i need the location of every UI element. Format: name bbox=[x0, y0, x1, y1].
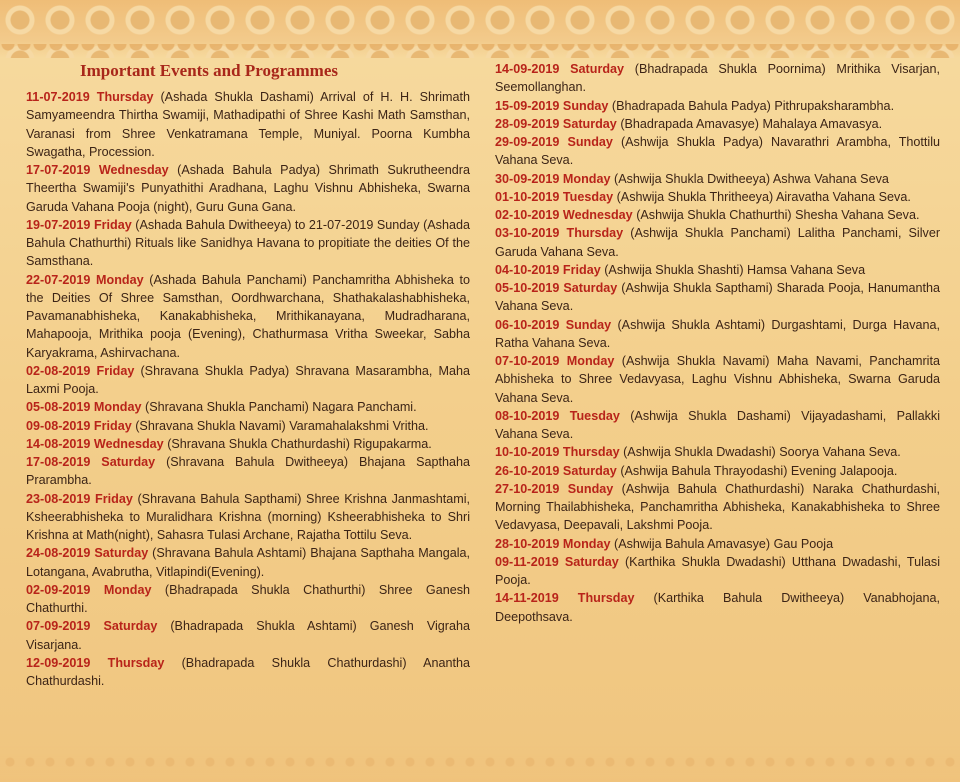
event-day: Wednesday bbox=[562, 208, 633, 222]
event-description: (Shravana Shukla Chathurdashi) Rigupakarma. bbox=[167, 436, 432, 451]
event-day: Saturday bbox=[563, 281, 618, 295]
event-description: (Ashwija Shukla Sapthami) Sharada Pooja, Hanumantha Vahana Seva. bbox=[495, 281, 940, 314]
event-day: Monday bbox=[103, 582, 152, 597]
event-description: (Ashada Bahula Dwitheeya) to 21-07-2019 Sunday (Ashada Bahula Chathurthi) Rituals like Sanidhya Havana to propitiate the deities Of the Samsthana. bbox=[26, 217, 470, 269]
event-entry bbox=[495, 535, 940, 553]
event-day: Thursday bbox=[566, 226, 624, 241]
event-day: Wednesday bbox=[93, 436, 164, 451]
event-date: 17-08-2019 bbox=[26, 455, 91, 469]
event-description: (Ashwija Shukla Ashtami) Durgashtami, Durga Havana, Ratha Vahana Seva. bbox=[495, 317, 941, 350]
event-day: Friday bbox=[93, 217, 132, 232]
event-description: (Ashwija Bahula Thrayodashi) Evening Jalapooja. bbox=[620, 463, 898, 478]
event-date: 09-08-2019 bbox=[26, 418, 91, 433]
event-description: (Bhadrapada Shukla Chathurthi) Shree Ganesh Chathurthi. bbox=[26, 582, 471, 615]
event-entry bbox=[495, 206, 940, 224]
event-date: 05-08-2019 bbox=[26, 400, 91, 415]
event-entry bbox=[495, 462, 940, 480]
event-description: (Karthika Bahula Dwitheeya) Vanabhojana, Deepothsava. bbox=[495, 591, 941, 624]
event-entry bbox=[495, 407, 940, 444]
event-entry bbox=[26, 88, 470, 161]
event-day: Thursday bbox=[562, 445, 620, 460]
event-description: (Ashada Shukla Dashami) Arrival of H. H. Shrimath Samyameendra Thirtha Swamiji, Mathadipathi of Shree Kashi Math Samsthan, Varanasi from Shree Venkatramana Temple, Muniyal. Poorna Kumbha Swagatha, Procession. bbox=[26, 90, 471, 159]
event-day: Saturday bbox=[564, 554, 619, 569]
event-date: 07-09-2019 bbox=[26, 619, 91, 634]
event-entry bbox=[26, 216, 470, 271]
event-entry bbox=[26, 417, 470, 435]
event-day: Monday bbox=[566, 354, 615, 368]
event-date: 07-10-2019 bbox=[495, 354, 560, 368]
event-day: Saturday bbox=[103, 619, 158, 634]
event-date: 04-10-2019 bbox=[495, 262, 560, 277]
event-day: Thursday bbox=[577, 591, 635, 606]
event-description: (Karthika Shukla Dwadashi) Utthana Dwadashi, Tulasi Pooja. bbox=[495, 554, 941, 587]
event-entry bbox=[495, 480, 940, 535]
event-day: Saturday bbox=[562, 116, 617, 131]
event-date: 17-07-2019 bbox=[26, 163, 91, 177]
event-description: (Ashwija Shukla Thritheeya) Airavatha Vahana Seva. bbox=[616, 189, 911, 204]
event-date: 28-09-2019 bbox=[495, 116, 560, 131]
event-description: (Ashwija Shukla Chathurthi) Shesha Vahana Seva. bbox=[636, 208, 920, 222]
event-date: 09-11-2019 bbox=[495, 554, 559, 569]
decorative-top-border bbox=[0, 0, 960, 58]
event-date: 08-10-2019 bbox=[495, 408, 560, 423]
event-day: Friday bbox=[95, 491, 133, 506]
event-day: Monday bbox=[562, 536, 611, 551]
event-entry bbox=[26, 654, 470, 691]
event-day: Saturday bbox=[562, 463, 617, 478]
event-entry bbox=[26, 362, 470, 399]
event-date: 30-09-2019 bbox=[495, 171, 560, 186]
event-description: (Ashada Bahula Padya) Shrimath Sukrutheendra Theertha Swamiji's Punyathithi Aradhana, Laghu Vishnu Abhisheka, Swarna Garuda Vahana Pooja (night), Guru Guna Gana. bbox=[26, 163, 471, 214]
event-date: 14-09-2019 bbox=[495, 62, 560, 76]
event-date: 03-10-2019 bbox=[495, 226, 560, 241]
event-date: 15-09-2019 bbox=[495, 98, 560, 113]
event-entry bbox=[26, 271, 470, 362]
event-entry bbox=[26, 490, 470, 545]
event-entry bbox=[495, 188, 940, 206]
event-entry bbox=[26, 398, 470, 416]
event-description: (Ashwija Bahula Chathurdashi) Naraka Chathurdashi, Morning Thailabhisheka, Panchamritha Abhisheka, Kanakabhisheka to Shree Vedavyasa, Deepavali, Lakshmi Pooja. bbox=[495, 481, 940, 533]
event-description: (Shravana Shukla Panchami) Nagara Panchami. bbox=[145, 400, 417, 415]
event-day: Friday bbox=[93, 418, 132, 433]
event-entry bbox=[495, 352, 940, 407]
page-title: Important Events and Programmes bbox=[80, 61, 338, 80]
event-date: 11-07-2019 bbox=[26, 90, 90, 104]
decorative-bottom-border bbox=[0, 742, 960, 782]
event-entry bbox=[26, 453, 470, 490]
event-day: Friday bbox=[562, 262, 601, 277]
event-day: Sunday bbox=[562, 98, 609, 113]
event-entry bbox=[495, 133, 940, 170]
event-day: Thursday bbox=[96, 90, 154, 104]
event-day: Sunday bbox=[567, 135, 613, 149]
event-day: Monday bbox=[96, 272, 144, 287]
event-date: 27-10-2019 bbox=[495, 481, 560, 496]
event-date: 10-10-2019 bbox=[495, 445, 560, 460]
event-description: (Shravana Shukla Navami) Varamahalakshmi Vritha. bbox=[135, 418, 429, 433]
event-description: (Ashwija Shukla Dwadashi) Soorya Vahana Seva. bbox=[623, 445, 901, 460]
event-date: 14-08-2019 bbox=[26, 436, 91, 451]
event-date: 05-10-2019 bbox=[495, 281, 560, 295]
event-day: Monday bbox=[562, 171, 611, 186]
event-description: (Shravana Bahula Sapthami) Shree Krishna Janmashtami, Ksheerabhisheka to Muralidhara Krishna (morning) Ksheerabhisheka to Shri Krishna at Math(night), Sahasra Tulasi Archane, Rajatha Tottilu Seva. bbox=[26, 491, 470, 542]
event-entry bbox=[495, 261, 940, 279]
event-entry bbox=[26, 617, 470, 654]
right-column bbox=[495, 60, 940, 626]
event-description: (Bhadrapada Shukla Chathurdashi) Anantha Chathurdashi. bbox=[26, 655, 471, 688]
event-entry bbox=[495, 443, 940, 461]
event-day: Sunday bbox=[565, 317, 612, 332]
event-entry bbox=[495, 115, 940, 133]
event-description: (Bhadrapada Amavasye) Mahalaya Amavasya. bbox=[620, 116, 883, 131]
event-description: (Ashwija Shukla Padya) Navarathri Arambha, Thottilu Vahana Seva. bbox=[495, 135, 941, 168]
event-entry bbox=[26, 581, 470, 618]
event-description: (Shravana Shukla Padya) Shravana Masarambha, Maha Laxmi Pooja. bbox=[26, 363, 471, 396]
event-description: (Ashada Bahula Panchami) Panchamritha Abhisheka to the Deities Of Shree Samsthan, Oordhwarchana, Shathakalashabhisheka, Pavamanabhisheka, Kanakabhisheka, Mrithikanayana, Mudradharana, Mahapooja, Mrithika pooja (Evening), Chathurmasa Vritha Sweekar, Sabha Karyakrama, Ashirvachana. bbox=[26, 272, 470, 360]
event-date: 06-10-2019 bbox=[495, 317, 560, 332]
event-day: Monday bbox=[93, 400, 142, 415]
event-description: (Ashwija Shukla Panchami) Lalitha Panchami, Silver Garuda Vahana Seva. bbox=[495, 226, 941, 259]
event-entry bbox=[495, 170, 940, 188]
right-event-list bbox=[495, 60, 940, 626]
event-description: (Ashwija Shukla Dashami) Vijayadashami, Pallakki Vahana Seva. bbox=[495, 408, 940, 441]
event-description: (Ashwija Shukla Navami) Maha Navami, Panchamrita Abhisheka to Shree Vedavyasa, Laghu Vishnu Abhisheka, Swarna Garuda Vahana Seva. bbox=[495, 354, 940, 405]
event-entry bbox=[495, 279, 940, 316]
event-date: 02-10-2019 bbox=[495, 208, 560, 222]
event-day: Saturday bbox=[101, 455, 156, 469]
event-entry bbox=[495, 60, 940, 97]
event-day: Wednesday bbox=[98, 163, 169, 177]
event-description: (Ashwija Shukla Dwitheeya) Ashwa Vahana Seva bbox=[614, 171, 889, 186]
event-day: Saturday bbox=[570, 62, 625, 76]
event-date: 23-08-2019 bbox=[26, 491, 91, 506]
event-description: (Shravana Bahula Ashtami) Bhajana Sapthaha Mangala, Lotangana, Avabrutha, Vitlapindi(Evening). bbox=[26, 546, 471, 579]
event-entry bbox=[495, 316, 940, 353]
event-description: (Bhadrapada Shukla Poornima) Mrithika Visarjan, Seemollanghan. bbox=[495, 62, 940, 95]
left-event-list bbox=[26, 88, 470, 690]
event-date: 29-09-2019 bbox=[495, 135, 560, 149]
event-entry bbox=[26, 544, 470, 581]
event-date: 02-08-2019 bbox=[26, 363, 91, 378]
event-date: 26-10-2019 bbox=[495, 463, 560, 478]
event-date: 22-07-2019 bbox=[26, 272, 91, 287]
event-description: (Ashwija Shukla Shashti) Hamsa Vahana Seva bbox=[604, 262, 866, 277]
event-entry bbox=[495, 97, 940, 115]
event-description: (Ashwija Bahula Amavasye) Gau Pooja bbox=[614, 536, 834, 551]
event-description: (Bhadrapada Shukla Ashtami) Ganesh Vigraha Visarjana. bbox=[26, 619, 471, 652]
event-entry bbox=[26, 435, 470, 453]
left-column bbox=[26, 60, 470, 690]
event-day: Tuesday bbox=[562, 189, 614, 204]
event-day: Saturday bbox=[94, 546, 149, 561]
event-day: Tuesday bbox=[569, 408, 620, 423]
event-date: 24-08-2019 bbox=[26, 546, 91, 561]
event-entry bbox=[495, 553, 940, 590]
event-date: 14-11-2019 bbox=[495, 591, 559, 606]
event-entry bbox=[495, 589, 940, 626]
event-date: 19-07-2019 bbox=[26, 217, 91, 232]
event-description: (Shravana Bahula Dwitheeya) Bhajana Sapthaha Prarambha. bbox=[26, 455, 471, 488]
event-date: 28-10-2019 bbox=[495, 536, 560, 551]
event-day: Sunday bbox=[567, 481, 614, 496]
event-day: Thursday bbox=[107, 655, 165, 670]
event-day: Friday bbox=[96, 363, 135, 378]
event-date: 01-10-2019 bbox=[495, 189, 560, 204]
event-description: (Bhadrapada Bahula Padya) Pithrupaksharambha. bbox=[611, 98, 895, 113]
event-date: 12-09-2019 bbox=[26, 655, 91, 670]
event-entry bbox=[26, 161, 470, 216]
event-date: 02-09-2019 bbox=[26, 582, 91, 597]
event-entry bbox=[495, 224, 940, 261]
